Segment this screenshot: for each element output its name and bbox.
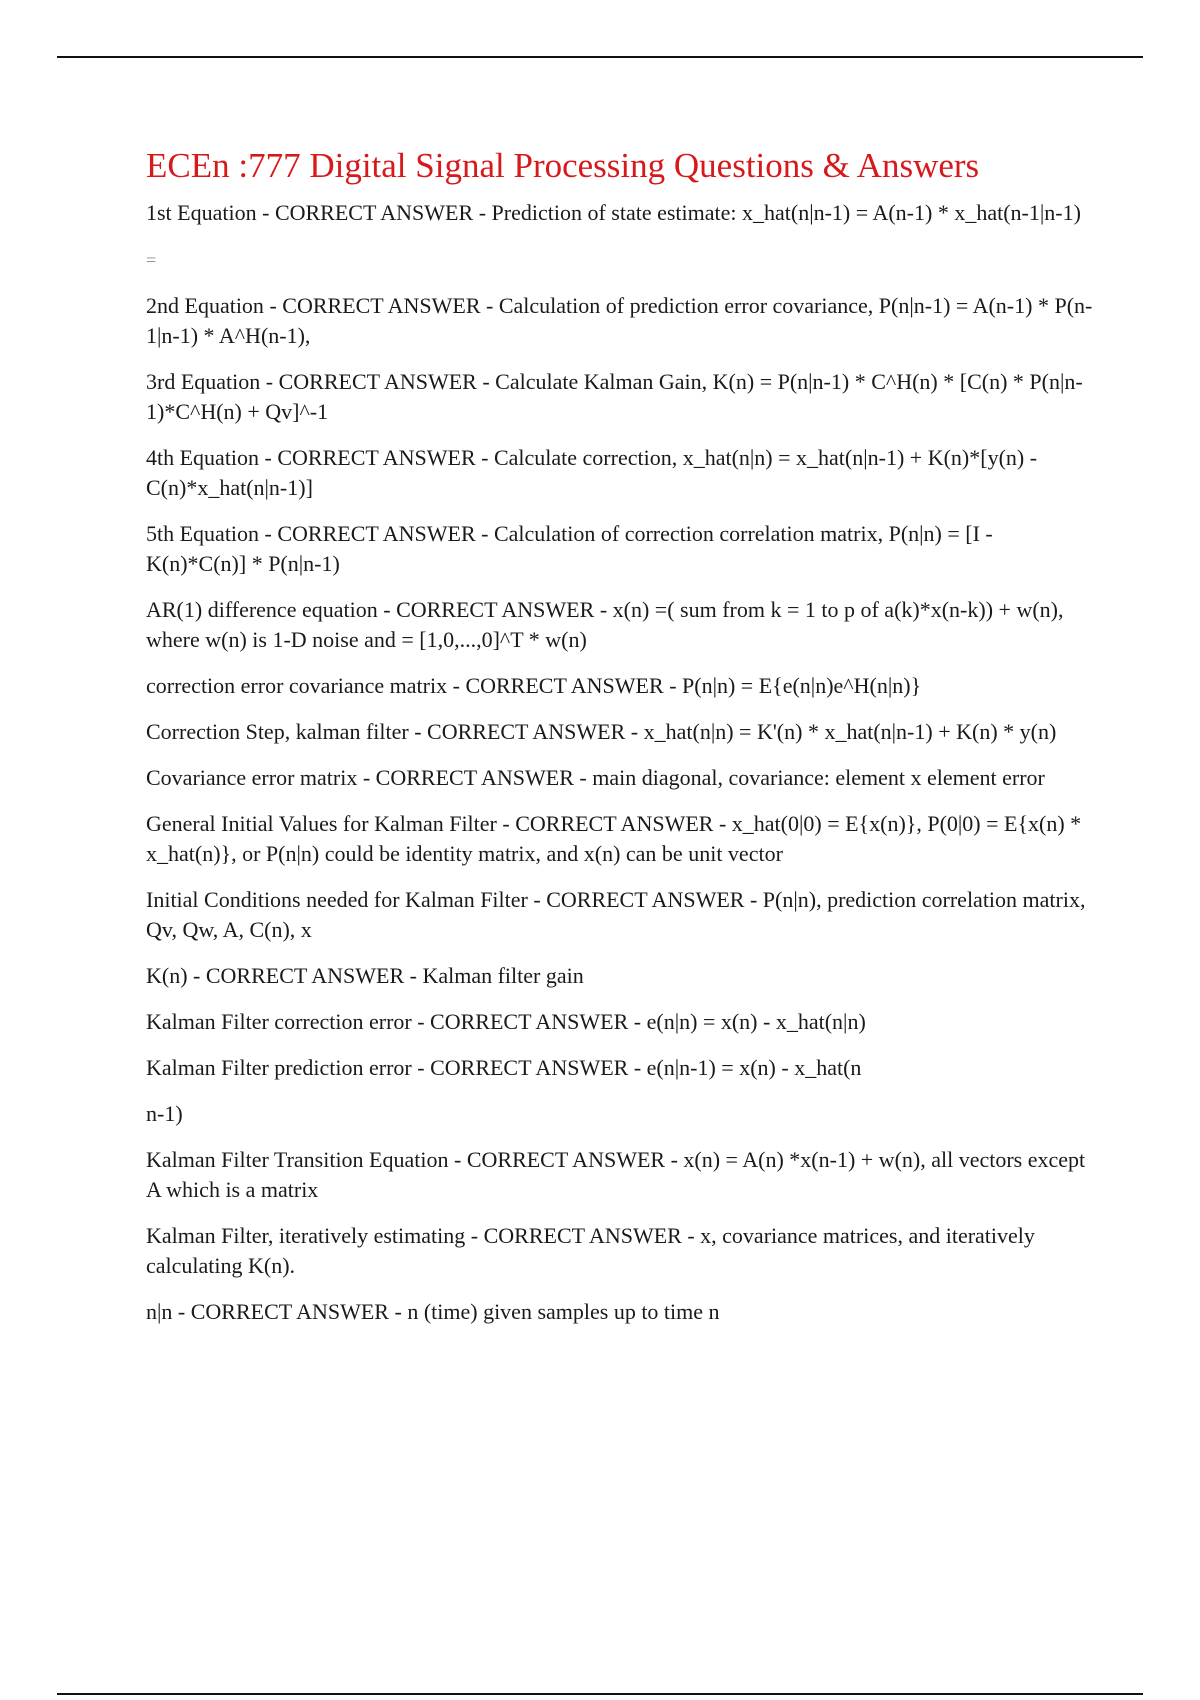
qa-term: 5th Equation <box>146 521 260 546</box>
continuation-line: n-1) <box>146 1101 183 1126</box>
qa-entry <box>146 1221 1096 1281</box>
qa-answer: x, covariance matrices, and iteratively calculating K(n). <box>146 1223 1035 1278</box>
correct-answer-label: CORRECT ANSWER <box>515 811 714 836</box>
qa-term: Kalman Filter, iteratively estimating <box>146 1223 466 1248</box>
correct-answer-label: CORRECT ANSWER <box>483 1223 682 1248</box>
qa-entry <box>146 1297 1096 1327</box>
qa-separator: - <box>447 673 466 698</box>
qa-entry <box>146 519 1096 579</box>
qa-separator: - <box>259 445 278 470</box>
qa-term: correction error covariance matrix <box>146 673 448 698</box>
document-title: ECEn :777 Digital Signal Processing Questions & Answers <box>146 146 980 185</box>
qa-term: Kalman Filter prediction error <box>146 1055 412 1080</box>
qa-separator: - <box>465 1223 484 1248</box>
qa-separator: - <box>628 1009 647 1034</box>
qa-separator: - <box>256 200 275 225</box>
qa-separator: - <box>480 293 499 318</box>
qa-separator: - <box>665 1147 684 1172</box>
qa-term: 2nd Equation <box>146 293 264 318</box>
qa-entry <box>146 671 1096 701</box>
correct-answer-label: CORRECT ANSWER <box>190 1299 389 1324</box>
qa-separator: - <box>527 887 547 912</box>
qa-answer: Calculate correction, x_hat(n|n) = x_hat(n|n-1) + K(n)*[y(n) - C(n)*x_hat(n|n-1)] <box>146 445 1038 500</box>
qa-term: General Initial Values for Kalman Filter <box>146 811 497 836</box>
qa-term: Kalman Filter Transition Equation <box>146 1147 449 1172</box>
qa-entry <box>146 1053 1096 1083</box>
qa-separator: - <box>476 369 496 394</box>
qa-separator: - <box>625 719 644 744</box>
qa-entry <box>146 367 1096 427</box>
qa-entry <box>146 717 1096 747</box>
correct-answer-label: CORRECT ANSWER <box>465 673 664 698</box>
qa-separator: - <box>388 1299 408 1324</box>
qa-term: AR(1) difference equation <box>146 597 378 622</box>
qa-answer: Prediction of state estimate: x_hat(n|n-1) = A(n-1) * x_hat(n-1|n-1) <box>491 200 1081 225</box>
qa-separator: - <box>713 811 732 836</box>
qa-separator: - <box>475 445 494 470</box>
qa-answer: main diagonal, covariance: element x element error <box>592 765 1045 790</box>
correct-answer-label: CORRECT ANSWER <box>427 719 626 744</box>
qa-separator: - <box>448 1147 467 1172</box>
qa-answer: Calculation of correction correlation matrix, P(n|n) = [I - K(n)*C(n)] * P(n|n-1) <box>146 521 993 576</box>
qa-separator: - <box>681 1223 701 1248</box>
qa-term: 1st Equation <box>146 200 257 225</box>
qa-separator: - <box>663 673 683 698</box>
qa-answer: x(n) =( sum from k = 1 to p of a(k)*x(n-k)) + w(n), where w(n) is 1-D noise and = [1,0,...,0]^T * w(n) <box>146 597 1064 652</box>
qa-term: K(n) <box>146 963 188 988</box>
qa-separator: - <box>357 765 376 790</box>
qa-separator: - <box>408 719 428 744</box>
qa-term: Correction Step, kalman filter <box>146 719 409 744</box>
correct-answer-label: CORRECT ANSWER <box>466 1147 666 1172</box>
qa-separator: - <box>377 597 397 622</box>
qa-term: Covariance error matrix <box>146 765 358 790</box>
qa-answer: e(n|n-1) = x(n) - x_hat(n <box>646 1055 862 1080</box>
qa-separator: - <box>594 597 613 622</box>
qa-separator: - <box>187 963 206 988</box>
correct-answer-label: CORRECT ANSWER <box>430 1055 629 1080</box>
qa-separator: - <box>473 200 492 225</box>
qa-separator: - <box>744 887 763 912</box>
qa-entry <box>146 291 1096 351</box>
qa-entry <box>146 595 1096 655</box>
qa-term: 3rd Equation <box>146 369 261 394</box>
correct-answer-label: CORRECT ANSWER <box>274 200 474 225</box>
qa-answer: Calculation of prediction error covariance, P(n|n-1) = A(n-1) * P(n-1|n-1) * A^H(n-1), <box>146 293 1093 348</box>
qa-answer: x_hat(0|0) = E{x(n)}, P(0|0) = E{x(n) * x_hat(n)}, or P(n|n) could be identity matrix, and x(n) can be unit vector <box>146 811 1082 866</box>
qa-term: Initial Conditions needed for Kalman Filter <box>146 887 528 912</box>
top-rule <box>57 56 1143 58</box>
qa-entry <box>146 809 1096 869</box>
equals-mark: = <box>146 250 157 270</box>
qa-separator: - <box>259 521 278 546</box>
correct-answer-label: CORRECT ANSWER <box>278 369 477 394</box>
qa-term: n|n <box>146 1299 173 1324</box>
qa-answer: P(n|n), prediction correlation matrix, Qv, Qw, A, C(n), x <box>146 887 1086 942</box>
correct-answer-label: CORRECT ANSWER <box>277 445 476 470</box>
qa-answer: x(n) = A(n) *x(n-1) + w(n), all vectors except A which is a matrix <box>146 1147 1086 1202</box>
qa-separator: - <box>475 521 494 546</box>
qa-answer: P(n|n) = E{e(n|n)e^H(n|n)} <box>682 673 922 698</box>
qa-entry <box>146 885 1096 945</box>
correct-answer-label: CORRECT ANSWER <box>375 765 574 790</box>
correct-answer-label: CORRECT ANSWER <box>396 597 595 622</box>
bottom-rule <box>57 1693 1143 1695</box>
qa-separator: - <box>628 1055 647 1080</box>
qa-entry <box>146 198 1096 228</box>
correct-answer-label: CORRECT ANSWER <box>205 963 405 988</box>
document-body <box>146 142 1096 1343</box>
qa-answer: e(n|n) = x(n) - x_hat(n|n) <box>646 1009 866 1034</box>
correct-answer-label: CORRECT ANSWER <box>282 293 481 318</box>
qa-entry <box>146 443 1096 503</box>
qa-separator: - <box>404 963 423 988</box>
qa-entry <box>146 961 1096 991</box>
qa-answer: Kalman filter gain <box>422 963 584 988</box>
qa-separator: - <box>263 293 283 318</box>
qa-answer: n (time) given samples up to time n <box>407 1299 720 1324</box>
correct-answer-label: CORRECT ANSWER <box>546 887 745 912</box>
correct-answer-label: CORRECT ANSWER <box>430 1009 629 1034</box>
qa-separator: - <box>573 765 593 790</box>
qa-separator: - <box>411 1055 431 1080</box>
qa-term: 4th Equation <box>146 445 260 470</box>
qa-term: Kalman Filter correction error <box>146 1009 412 1034</box>
correct-answer-label: CORRECT ANSWER <box>277 521 476 546</box>
qa-answer: x_hat(n|n) = K'(n) * x_hat(n|n-1) + K(n) * y(n) <box>643 719 1057 744</box>
qa-separator: - <box>172 1299 191 1324</box>
qa-entry <box>146 1007 1096 1037</box>
qa-separator: - <box>260 369 279 394</box>
qa-entry <box>146 1145 1096 1205</box>
qa-separator: - <box>496 811 516 836</box>
qa-entry <box>146 763 1096 793</box>
stray-equals-mark <box>146 244 1096 275</box>
qa-separator: - <box>411 1009 431 1034</box>
qa-answer: Calculate Kalman Gain, K(n) = P(n|n-1) * C^H(n) * [C(n) * P(n|n-1)*C^H(n) + Qv]^-1 <box>146 369 1083 424</box>
